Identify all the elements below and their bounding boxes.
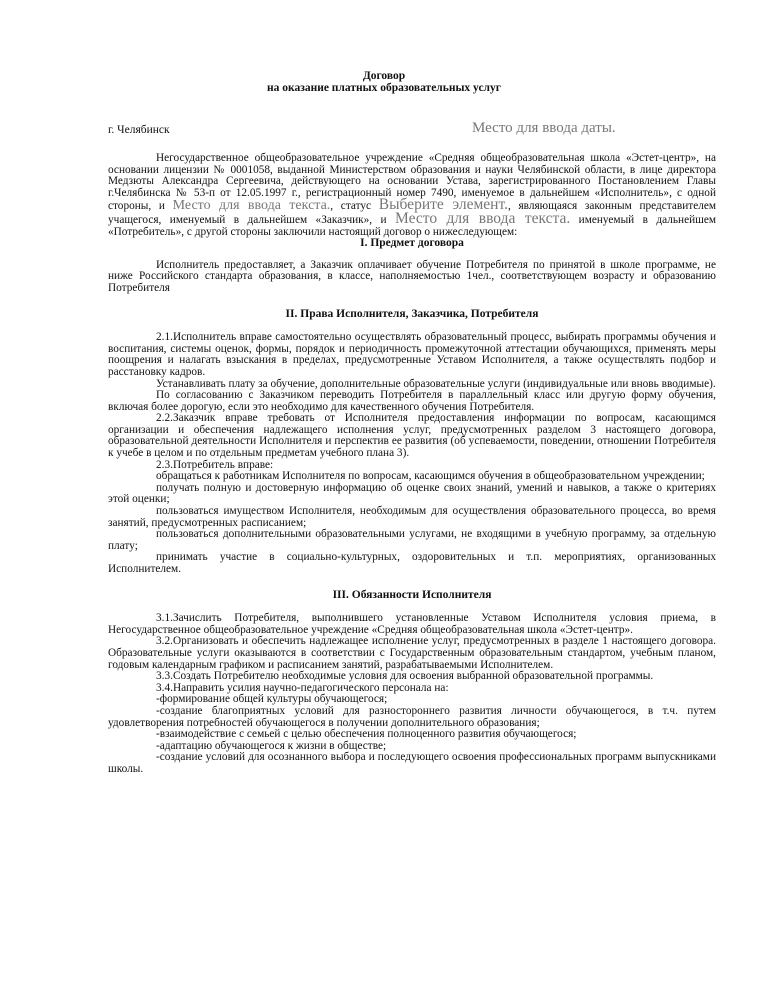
section2-paragraph: пользоваться имуществом Исполнителя, необходимым для осуществления образовательного процесса, во время занятий, предусмотренных расписанием;	[108, 505, 716, 529]
city-label: г. Челябинск	[108, 124, 170, 136]
intro-text-2: , статус	[330, 200, 379, 213]
document-subtitle: на оказание платных образовательных услуг	[267, 82, 501, 94]
section1-heading: I. Предмет договора	[360, 237, 464, 250]
status-select-placeholder[interactable]: Выберите элемент.	[378, 196, 508, 214]
section3-paragraph: 3.4.Направить усилия научно-педагогического персонала на:	[156, 681, 449, 694]
intro-text-3: , являющаяся законным представителем учащегося, именуемый в дальнейшем «Заказчик», и	[108, 200, 717, 226]
document-title: Договор	[362, 70, 406, 82]
intro-text-1: Негосударственное общеобразовательное учреждение «Средняя общеобразовательная школа «Эстет-центр», на основании лицензии № 0001058, выданной Министерством образования и науки Челябинской области, в лице директора Медзюты Александра Сергеевича, действующего на основании Устава, зарегистрированного Постановлением Главы г.Челябинска № 53-п от 12.05.1997 г., регистрационный номер 7490, именуемое в дальнейшем «Исполнитель», с одной стороны, и	[108, 152, 716, 213]
section3-paragraph: -адаптацию обучающегося к жизни в обществе;	[156, 739, 387, 752]
section2-paragraph: Устанавливать плату за обучение, дополнительные образовательные услуги (индивидуальные или вновь вводимые).	[156, 377, 716, 390]
section3-paragraph: -создание условий для осознанного выбора и последующего освоения профессиональных программ выпускниками школы.	[108, 751, 716, 775]
section2-paragraph: 2.1.Исполнитель вправе самостоятельно осуществлять образовательный процесс, выбирать программы обучения и воспитания, системы оценок, формы, порядок и периодичность промежуточной аттестации обучающихся, применять меры поощрения и налагать взыскания в пределах, предусмотренные Уставом Исполнителя, а также осуществлять подбор и расстановку кадров.	[108, 331, 716, 378]
section2-paragraph: 2.3.Потребитель вправе:	[156, 458, 274, 471]
intro-paragraph	[108, 153, 716, 238]
section1-paragraph: Исполнитель предоставляет, а Заказчик оплачивает обучение Потребителя по принятой в школе программе, не ниже Российского стандарта образования, в классе, наполняемостью 1чел., соответствующем возрасту и образованию Потребителя	[108, 258, 716, 294]
customer-name-placeholder[interactable]: Место для ввода текста.	[172, 198, 331, 214]
section2-paragraph: По согласованию с Заказчиком переводить Потребителя в параллельный класс или другую форму обучения, включая более дорогую, если это необходимо для качественного обучения Потребителя.	[108, 389, 716, 413]
date-input-placeholder[interactable]: Место для ввода даты.	[472, 120, 616, 136]
section3-paragraph: 3.3.Создать Потребителю необходимые условия для освоения выбранной образовательной программы.	[156, 670, 654, 683]
section3-paragraph: -создание благоприятных условий для разностороннего развития личности обучающегося, в т.ч. путем удовлетворения потребностей обучающегося в получении дополнительного образования;	[108, 704, 716, 729]
section2-heading: II. Права Исполнителя, Заказчика, Потребителя	[285, 307, 539, 320]
consumer-name-placeholder[interactable]: Место для ввода текста.	[395, 209, 571, 227]
section2-paragraph: принимать участие в социально-культурных, оздоровительных и т.п. мероприятиях, организованных Исполнителем.	[108, 551, 716, 575]
intro-text-4: именуемый в дальнейшем «Потребитель», с другой стороны заключили настоящий договор о нижеследующем:	[108, 213, 716, 238]
section3-heading: III. Обязанности Исполнителя	[332, 588, 492, 601]
section2-paragraph: получать полную и достоверную информацию об оценке своих знаний, умений и навыков, а также о критериях этой оценки;	[108, 481, 716, 506]
section3-paragraph: -взаимодействие с семьей с целью обеспечения полноценного развития обучающегося;	[156, 728, 577, 741]
section2-paragraph: 2.2.Заказчик вправе требовать от Исполнителя предоставления информации по вопросам, касающимся организации и обеспечения надлежащего исполнения услуг, предусмотренных разделом 3 настоящего договора, образовательной деятельности Исполнителя и перспектив ее развития (об успеваемости, поведении, отношении Потребителя к учебе в целом и по отдельным предметам учебного плана 3).	[108, 412, 716, 460]
section3-paragraph: 3.1.Зачислить Потребителя, выполнившего установленные Уставом Исполнителя условия приема, в Негосударственное общеобразовательное учреждение «Средняя общеобразовательная школа «Эстет-центр».	[108, 612, 716, 636]
document-body	[108, 153, 716, 776]
section2-paragraph: пользоваться дополнительными образовательными услугами, не входящими в учебную программу, за отдельную плату;	[108, 528, 716, 552]
section2-paragraph: обращаться к работникам Исполнителя по вопросам, касающимся обучения в общеобразовательном учреждении;	[156, 470, 705, 483]
section3-paragraph: -формирование общей культуры обучающегося;	[156, 693, 388, 706]
section3-paragraph: 3.2.Организовать и обеспечить надлежащее исполнение услуг, предусмотренных в разделе 1 настоящего договора. Образовательные услуги оказываются в соответствии с Государственным образовательным стандартом, учебным планом, годовым календарным графиком и расписанием занятий, разрабатываемыми Исполнителем.	[108, 635, 716, 671]
